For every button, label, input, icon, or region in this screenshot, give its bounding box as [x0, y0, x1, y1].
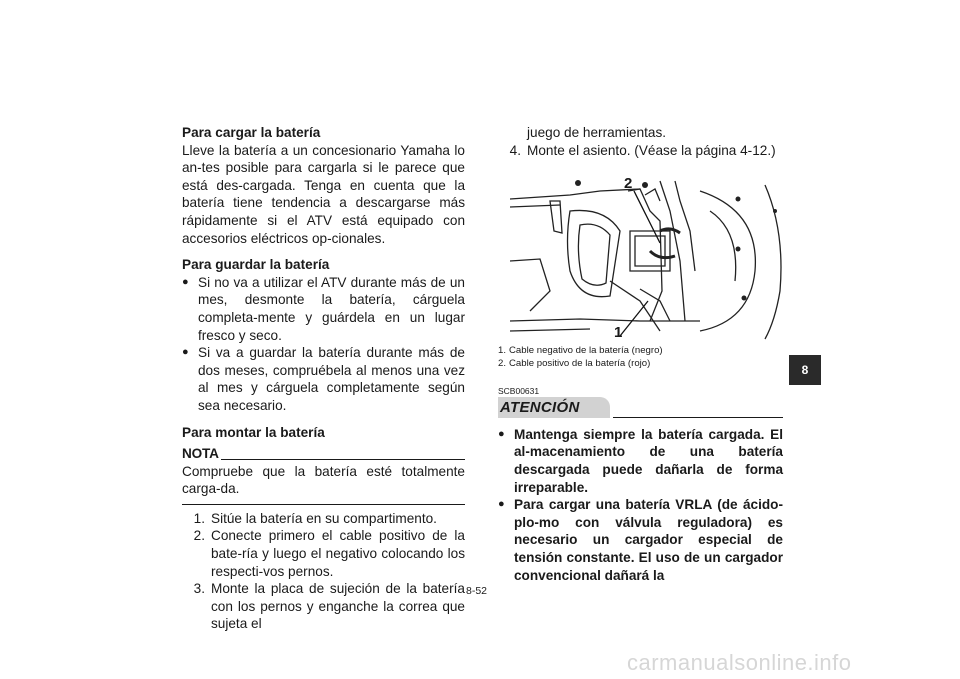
divider	[221, 459, 465, 460]
nota-label: NOTA	[182, 446, 219, 462]
battery-figure	[510, 171, 793, 341]
list-item	[182, 527, 465, 580]
nota-header	[182, 445, 465, 463]
list-item	[498, 426, 783, 496]
figure-label-2: 2	[624, 175, 633, 193]
nota-text: Compruebe que la batería esté totalmente carga-da.	[182, 463, 465, 497]
list-item	[182, 274, 465, 344]
warning-list	[498, 426, 783, 584]
step-text: Conecte primero el cable positivo de la bate-ría y luego el negativo colocando los respecti-vos pernos.	[211, 528, 465, 579]
step-text: Sitúe la batería en su compartimento.	[211, 510, 437, 526]
watermark: carmanualsonline.info	[627, 650, 852, 675]
battery-illustration	[510, 171, 793, 341]
caption-text: Cable positivo de la batería (rojo)	[509, 358, 651, 370]
page-number: 8-52	[466, 585, 488, 597]
chapter-tab: 8	[789, 355, 821, 385]
paragraph-charge: Lleve la batería a un concesionario Yamaha lo an-tes posible para cargarla si le parece que está des-cargada. Tenga en cuenta que la batería tiene tendencia a descargarse más rápidamente si el ATV está equipado con accesorios eléctricos op-cionales.	[182, 142, 465, 246]
atencion-header	[498, 397, 783, 418]
caption-item	[498, 344, 783, 357]
bullet-icon: ●	[498, 427, 505, 440]
step-text: Monte la placa de sujeción de la batería con los pernos y enganche la correa que sujeta el	[211, 581, 465, 632]
list-item	[498, 496, 783, 584]
caption-text: Cable negativo de la batería (negro)	[509, 345, 663, 357]
list-item	[182, 510, 465, 528]
bullet-icon: ●	[182, 275, 189, 288]
list-item	[498, 142, 783, 160]
step-continuation: juego de herramientas.	[527, 125, 667, 140]
caption-number: 2.	[498, 358, 507, 370]
caption-item	[498, 357, 783, 370]
bullet-icon: ●	[498, 498, 505, 511]
step-number: 2.	[193, 528, 205, 544]
list-item	[182, 344, 465, 414]
figure-label-1: 1	[614, 324, 623, 342]
bullet-text: Si no va a utilizar el ATV durante más de un mes, desmonte la batería, cárguela completa-mente y guárdela en un lugar fresco y seco.	[198, 274, 465, 343]
heading-install: Para montar la batería	[182, 424, 325, 440]
step-text: Monte el asiento. (Véase la página 4-12.)	[527, 142, 776, 158]
atencion-label: ATENCIÓN	[498, 397, 610, 418]
warning-text: Para cargar una batería VRLA (de ácido-plo-mo con válvula reguladora) es necesario un cargador especial de tensión constante. El uso de un cargador convencional dañará la	[514, 497, 783, 583]
list-item	[182, 580, 465, 633]
divider	[182, 504, 465, 505]
step-number: 3.	[193, 581, 205, 597]
right-column	[498, 124, 783, 584]
left-column	[182, 124, 465, 633]
step-number: 1.	[193, 510, 205, 526]
step-number: 4.	[509, 142, 521, 158]
figure-caption	[498, 344, 783, 370]
caption-number: 1.	[498, 345, 507, 357]
divider	[613, 417, 783, 418]
heading-charge: Para cargar la batería	[182, 125, 321, 140]
reference-code: SCB00631	[498, 386, 540, 397]
warning-text: Mantenga siempre la batería cargada. El al-macenamiento de una batería descargada puede dañarla de forma irreparable.	[514, 426, 783, 495]
heading-store: Para guardar la batería	[182, 257, 330, 273]
bullet-text: Si va a guardar la batería durante más de dos meses, compruébela al menos una vez al mes y cárguela completamente según sea necesario.	[198, 345, 465, 413]
bullet-icon: ●	[182, 346, 189, 359]
